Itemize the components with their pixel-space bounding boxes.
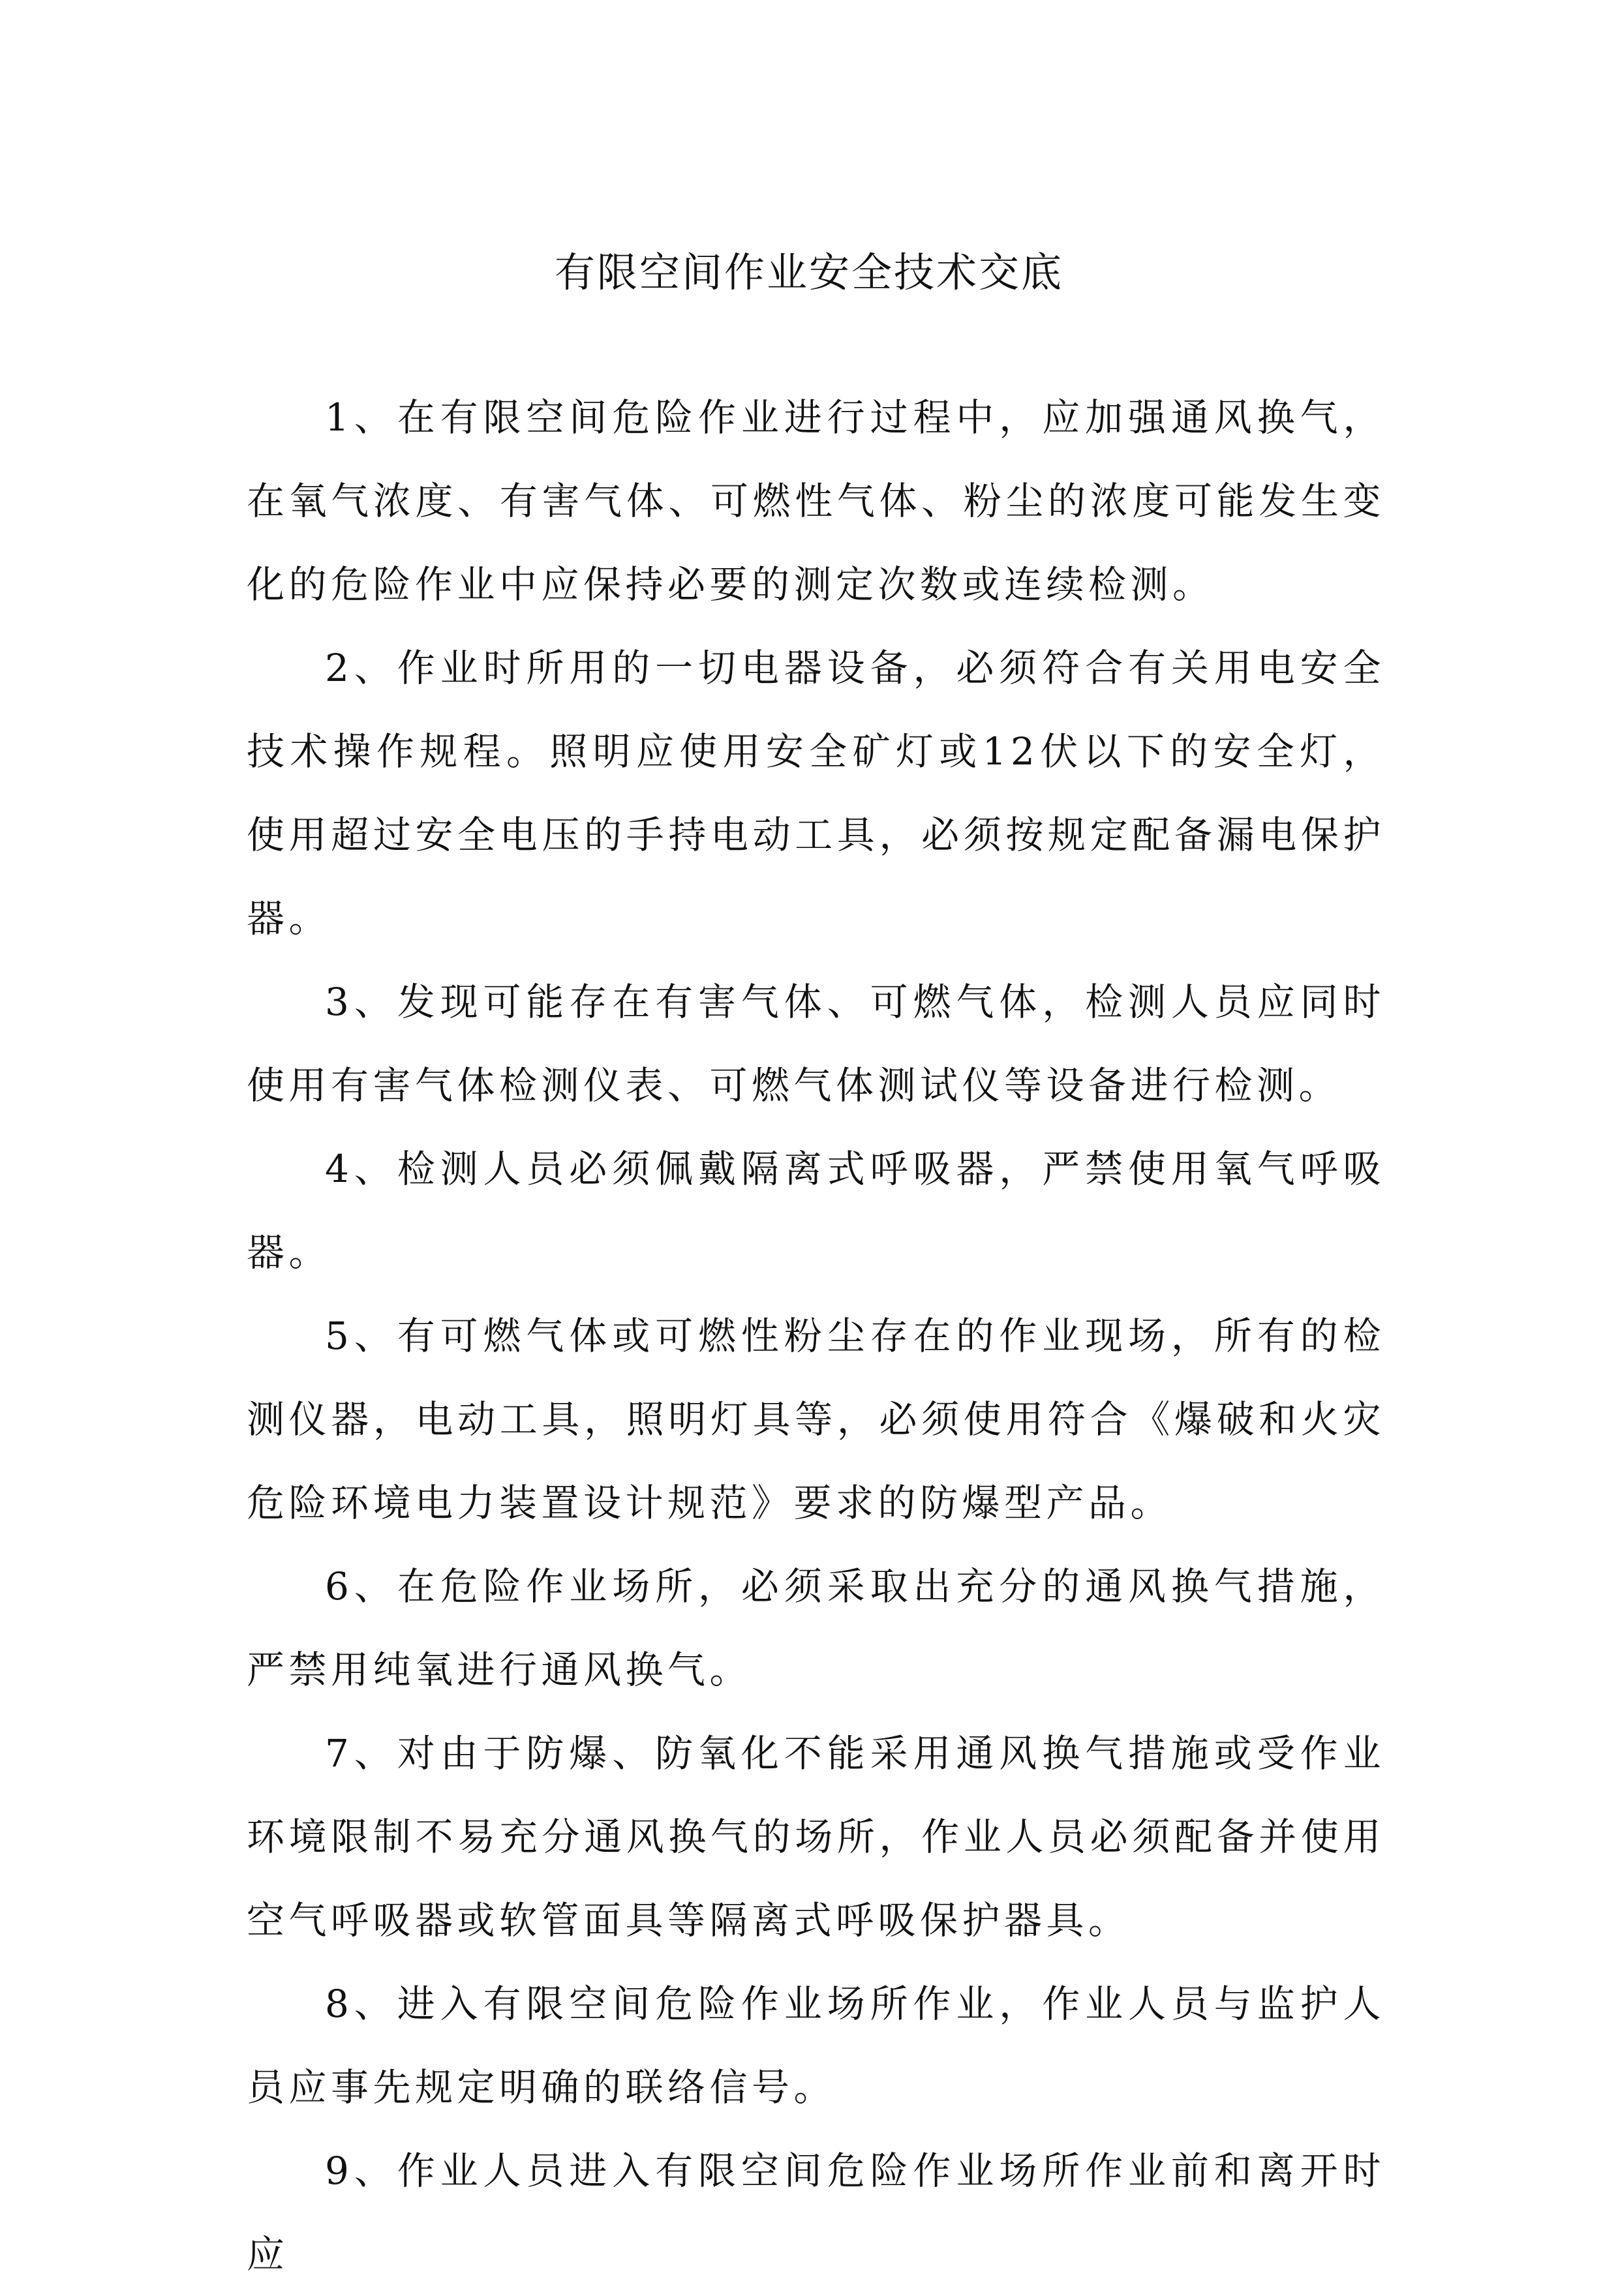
document-body [247,376,1385,2296]
paragraph-9: 9、作业人员进入有限空间危险作业场所作业前和离开时应 [247,2149,1385,2276]
paragraph-5: 5、有可燃气体或可燃性粉尘存在的作业现场，所有的检测仪器，电动工具，照明灯具等，必须使用符合《爆破和火灾危险环境电力装置设计规范》要求的防爆型产品。 [247,1314,1385,1525]
paragraph-3: 3、发现可能存在有害气体、可燃气体，检测人员应同时使用有害气体检测仪表、可燃气体测试仪等设备进行检测。 [247,980,1385,1108]
paragraph-8: 8、进入有限空间危险作业场所作业，作业人员与监护人员应事先规定明确的联络信号。 [247,1982,1385,2109]
paragraph-2: 2、作业时所用的一切电器设备，必须符合有关用电安全技术操作规程。照明应使用安全矿灯或12伏以下的安全灯，使用超过安全电压的手持电动工具，必须按规定配备漏电保护器。 [247,646,1385,941]
paragraph-1: 1、在有限空间危险作业进行过程中，应加强通风换气，在氧气浓度、有害气体、可燃性气体、粉尘的浓度可能发生变化的危险作业中应保持必要的测定次数或连续检测。 [247,395,1385,607]
paragraph-7: 7、对由于防爆、防氧化不能采用通风换气措施或受作业环境限制不易充分通风换气的场所，作业人员必须配备并使用空气呼吸器或软管面具等隔离式呼吸保护器具。 [247,1731,1385,1942]
paragraph-6: 6、在危险作业场所，必须采取出充分的通风换气措施，严禁用纯氧进行通风换气。 [247,1564,1385,1692]
document-title: 有限空间作业安全技术交底 [554,249,1063,296]
paragraph-4: 4、检测人员必须佩戴隔离式呼吸器，严禁使用氧气呼吸器。 [247,1147,1385,1275]
